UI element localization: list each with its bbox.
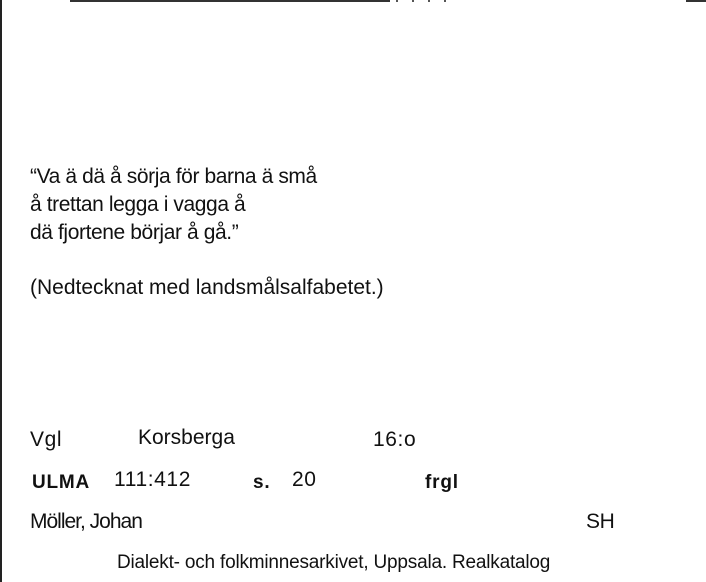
page-label: s. bbox=[253, 472, 271, 493]
place-name: Korsberga bbox=[138, 426, 235, 449]
card-top-dots bbox=[396, 0, 446, 2]
card-left-edge bbox=[0, 0, 2, 582]
archive-footer: Dialekt- och folkminnesarkivet, Uppsala. Realkatalog bbox=[117, 552, 551, 573]
card-top-rule-right bbox=[686, 0, 706, 2]
collector-initials: SH bbox=[586, 510, 615, 533]
page-number: 20 bbox=[292, 468, 317, 491]
province-label: Vgl bbox=[30, 428, 63, 451]
archive-number: 111:412 bbox=[114, 468, 191, 491]
quote-line-1: “Va ä dä å sörja för barna ä små bbox=[30, 165, 317, 188]
archive-label: ULMA bbox=[32, 472, 91, 493]
quote-line-3: dä fjortene börjar å gå.” bbox=[30, 221, 239, 244]
category-label: frgl bbox=[425, 472, 459, 493]
transcription-note: (Nedtecknat med landsmålsalfabetet.) bbox=[30, 276, 384, 299]
quote-line-2: å trettan legga i vagga å bbox=[30, 193, 246, 216]
record-code: 16:o bbox=[373, 428, 417, 451]
card-top-rule bbox=[70, 0, 390, 2]
collector-name: Möller, Johan bbox=[30, 510, 142, 533]
